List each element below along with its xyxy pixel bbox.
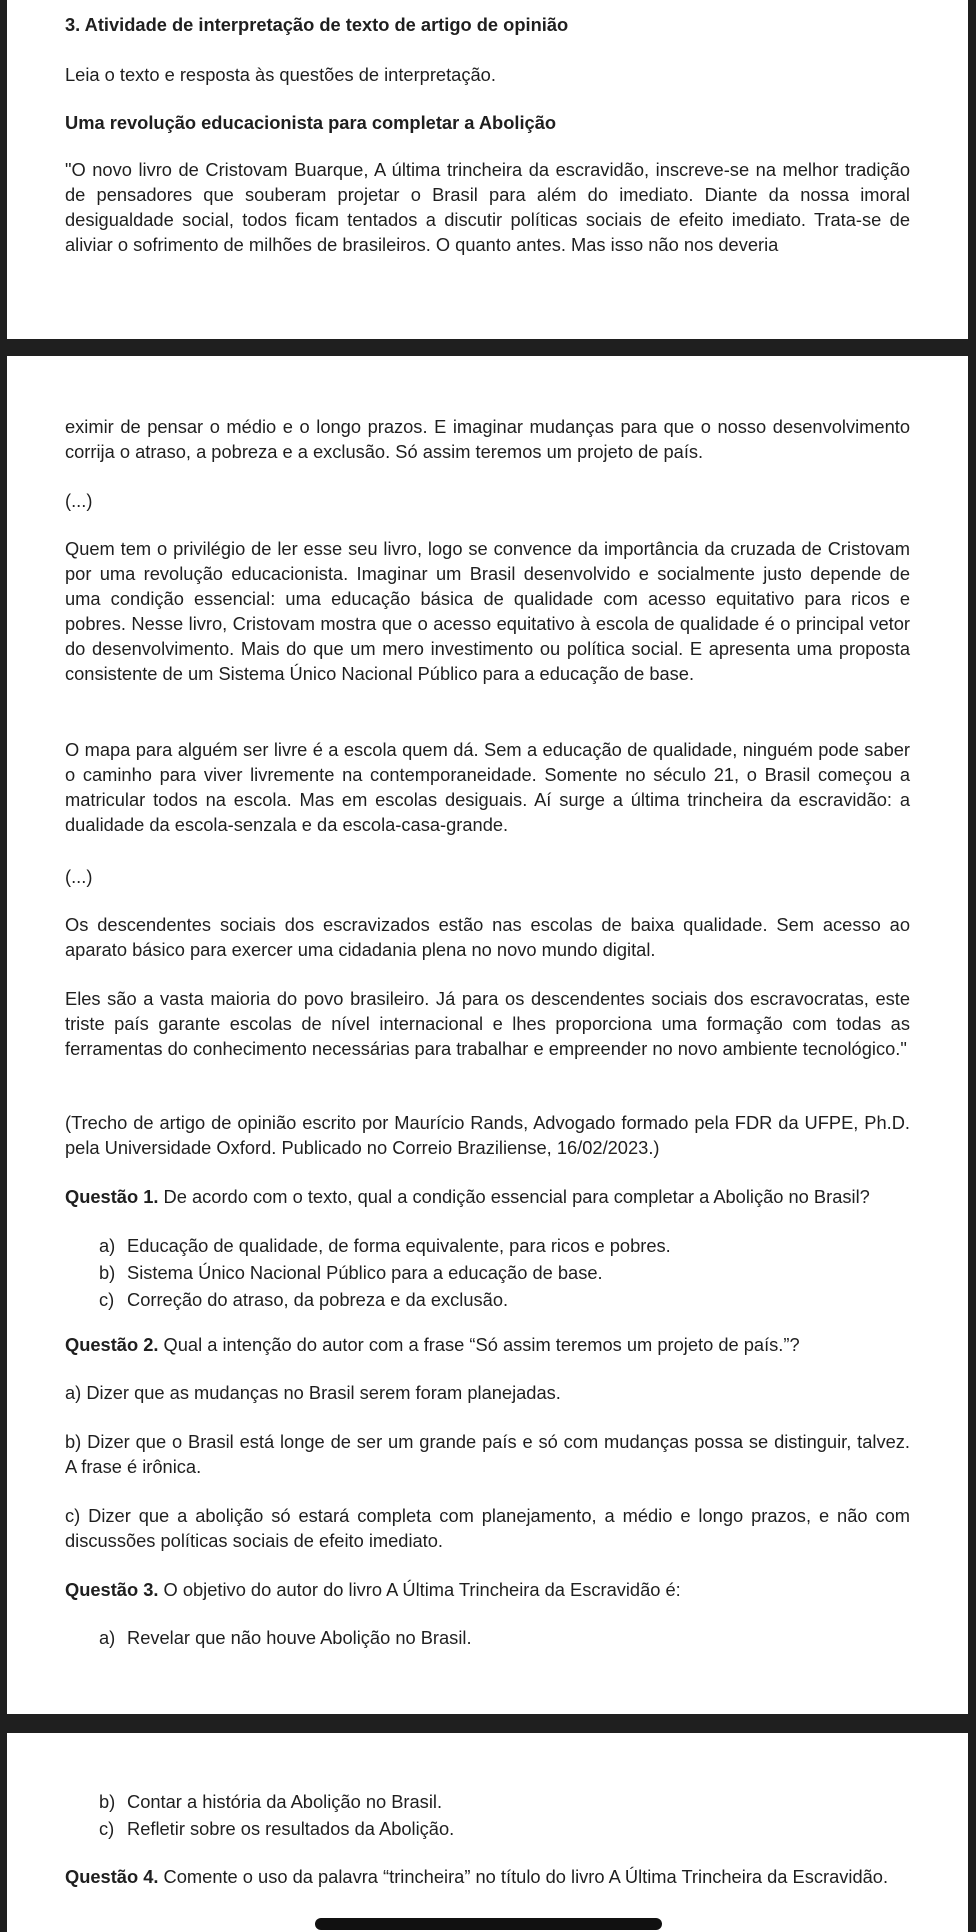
paragraph-2: Quem tem o privilégio de ler esse seu livro, logo se convence da importância da cruzada de Cristovam por uma revolução educacionista. Imaginar um Brasil desenvolvido e socialmente justo depende de uma condição essencial: uma educação básica de qualidade com acesso equitativo para ricos e pobres. Nesse livro, Cristovam mostra que o acesso equitativo à escola de qualidade é o principal vetor do desenvolvimento. Mais do que um mero investimento ou política social. E apresenta uma proposta consistente de um Sistema Único Nacional Público para a educação de base. <box>65 538 910 684</box>
question-3-options-part1 <box>65 1624 910 1651</box>
q1-option-a-text: Educação de qualidade, de forma equivalente, para ricos e pobres. <box>127 1235 671 1256</box>
q3-option-c-letter: c) <box>99 1818 115 1839</box>
q1-option-a-letter: a) <box>99 1235 116 1256</box>
instruction-text: Leia o texto e resposta às questões de interpretação. <box>65 64 496 85</box>
q3-option-c-text: Refletir sobre os resultados da Abolição. <box>127 1818 455 1839</box>
section-title: 3. Atividade de interpretação de texto de artigo de opinião <box>65 14 569 35</box>
question-3-options-part2 <box>65 1788 910 1842</box>
question-2 <box>65 1332 910 1357</box>
document-page-3 <box>7 1733 968 1932</box>
q3-option-b <box>99 1788 910 1815</box>
question-1-options <box>65 1232 910 1313</box>
q1-option-b-letter: b) <box>99 1262 116 1283</box>
ellipsis-1: (...) <box>65 490 93 511</box>
ellipsis-2: (...) <box>65 866 93 887</box>
q3-option-a <box>99 1624 910 1651</box>
paragraph-1a: "O novo livro de Cristovam Buarque, A última trincheira da escravidão, inscreve-se na melhor tradição de pensadores que souberam projetar o Brasil para além do imediato. Diante da nossa imoral desigualdade social, todos ficam tentados a discutir políticas sociais de efeito imediato. Trata-se de aliviar o sofrimento de milhões de brasileiros. O quanto antes. Mas isso não nos deveria <box>65 159 910 255</box>
question-1 <box>65 1184 910 1209</box>
source-citation: (Trecho de artigo de opinião escrito por Maurício Rands, Advogado formado pela FDR da UFPE, Ph.D. pela Universidade Oxford. Publicado no Correio Braziliense, 16/02/2023.) <box>65 1112 910 1158</box>
home-indicator-bar[interactable] <box>315 1918 662 1930</box>
q3-option-a-letter: a) <box>99 1627 116 1648</box>
q1-option-a <box>99 1232 910 1259</box>
q2-option-a: a) Dizer que as mudanças no Brasil serem foram planejadas. <box>65 1382 561 1403</box>
q1-option-c <box>99 1286 910 1313</box>
q3-option-b-text: Contar a história da Abolição no Brasil. <box>127 1791 443 1812</box>
q3-option-c <box>99 1815 910 1842</box>
question-3-label: Questão 3. <box>65 1579 159 1600</box>
paragraph-4: Os descendentes sociais dos escravizados estão nas escolas de baixa qualidade. Sem acesso ao aparato básico para exercer uma cidadania plena no novo mundo digital. <box>65 914 910 960</box>
question-4 <box>65 1864 910 1889</box>
question-1-text: De acordo com o texto, qual a condição essencial para completar a Abolição no Brasil? <box>158 1186 870 1207</box>
question-2-text: Qual a intenção do autor com a frase “Só assim teremos um projeto de país.”? <box>158 1334 800 1355</box>
q1-option-c-text: Correção do atraso, da pobreza e da exclusão. <box>127 1289 509 1310</box>
question-4-label: Questão 4. <box>65 1866 159 1887</box>
paragraph-5: Eles são a vasta maioria do povo brasileiro. Já para os descendentes sociais dos escravocratas, este triste país garante escolas de nível internacional e lhes proporciona uma formação com todas as ferramentas do conhecimento necessárias para trabalhar e empreender no novo ambiente tecnológico." <box>65 988 910 1059</box>
q3-option-b-letter: b) <box>99 1791 116 1812</box>
q2-option-b: b) Dizer que o Brasil está longe de ser um grande país e só com mudanças possa se distinguir, talvez. A frase é irônica. <box>65 1431 910 1477</box>
document-page-1 <box>7 0 968 339</box>
q2-option-c: c) Dizer que a abolição só estará completa com planejamento, a médio e longo prazos, e não com discussões políticas sociais de efeito imediato. <box>65 1505 910 1551</box>
article-title: Uma revolução educacionista para completar a Abolição <box>65 112 557 133</box>
q1-option-c-letter: c) <box>99 1289 115 1310</box>
q1-option-b-text: Sistema Único Nacional Público para a educação de base. <box>127 1262 603 1283</box>
question-3 <box>65 1577 910 1602</box>
question-2-label: Questão 2. <box>65 1334 159 1355</box>
question-4-text: Comente o uso da palavra “trincheira” no título do livro A Última Trincheira da Escravidão. <box>158 1866 889 1887</box>
document-page-2 <box>7 356 968 1714</box>
question-3-text: O objetivo do autor do livro A Última Trincheira da Escravidão é: <box>158 1579 681 1600</box>
paragraph-3: O mapa para alguém ser livre é a escola quem dá. Sem a educação de qualidade, ninguém pode saber o caminho para viver livremente na contemporaneidade. Somente no século 21, o Brasil começou a matricular todos na escola. Mas em escolas desiguais. Aí surge a última trincheira da escravidão: a dualidade da escola-senzala e da escola-casa-grande. <box>65 739 910 835</box>
q1-option-b <box>99 1259 910 1286</box>
q3-option-a-text: Revelar que não houve Abolição no Brasil. <box>127 1627 472 1648</box>
question-1-label: Questão 1. <box>65 1186 159 1207</box>
paragraph-1b: eximir de pensar o médio e o longo prazos. E imaginar mudanças para que o nosso desenvolvimento corrija o atraso, a pobreza e a exclusão. Só assim teremos um projeto de país. <box>65 416 910 462</box>
